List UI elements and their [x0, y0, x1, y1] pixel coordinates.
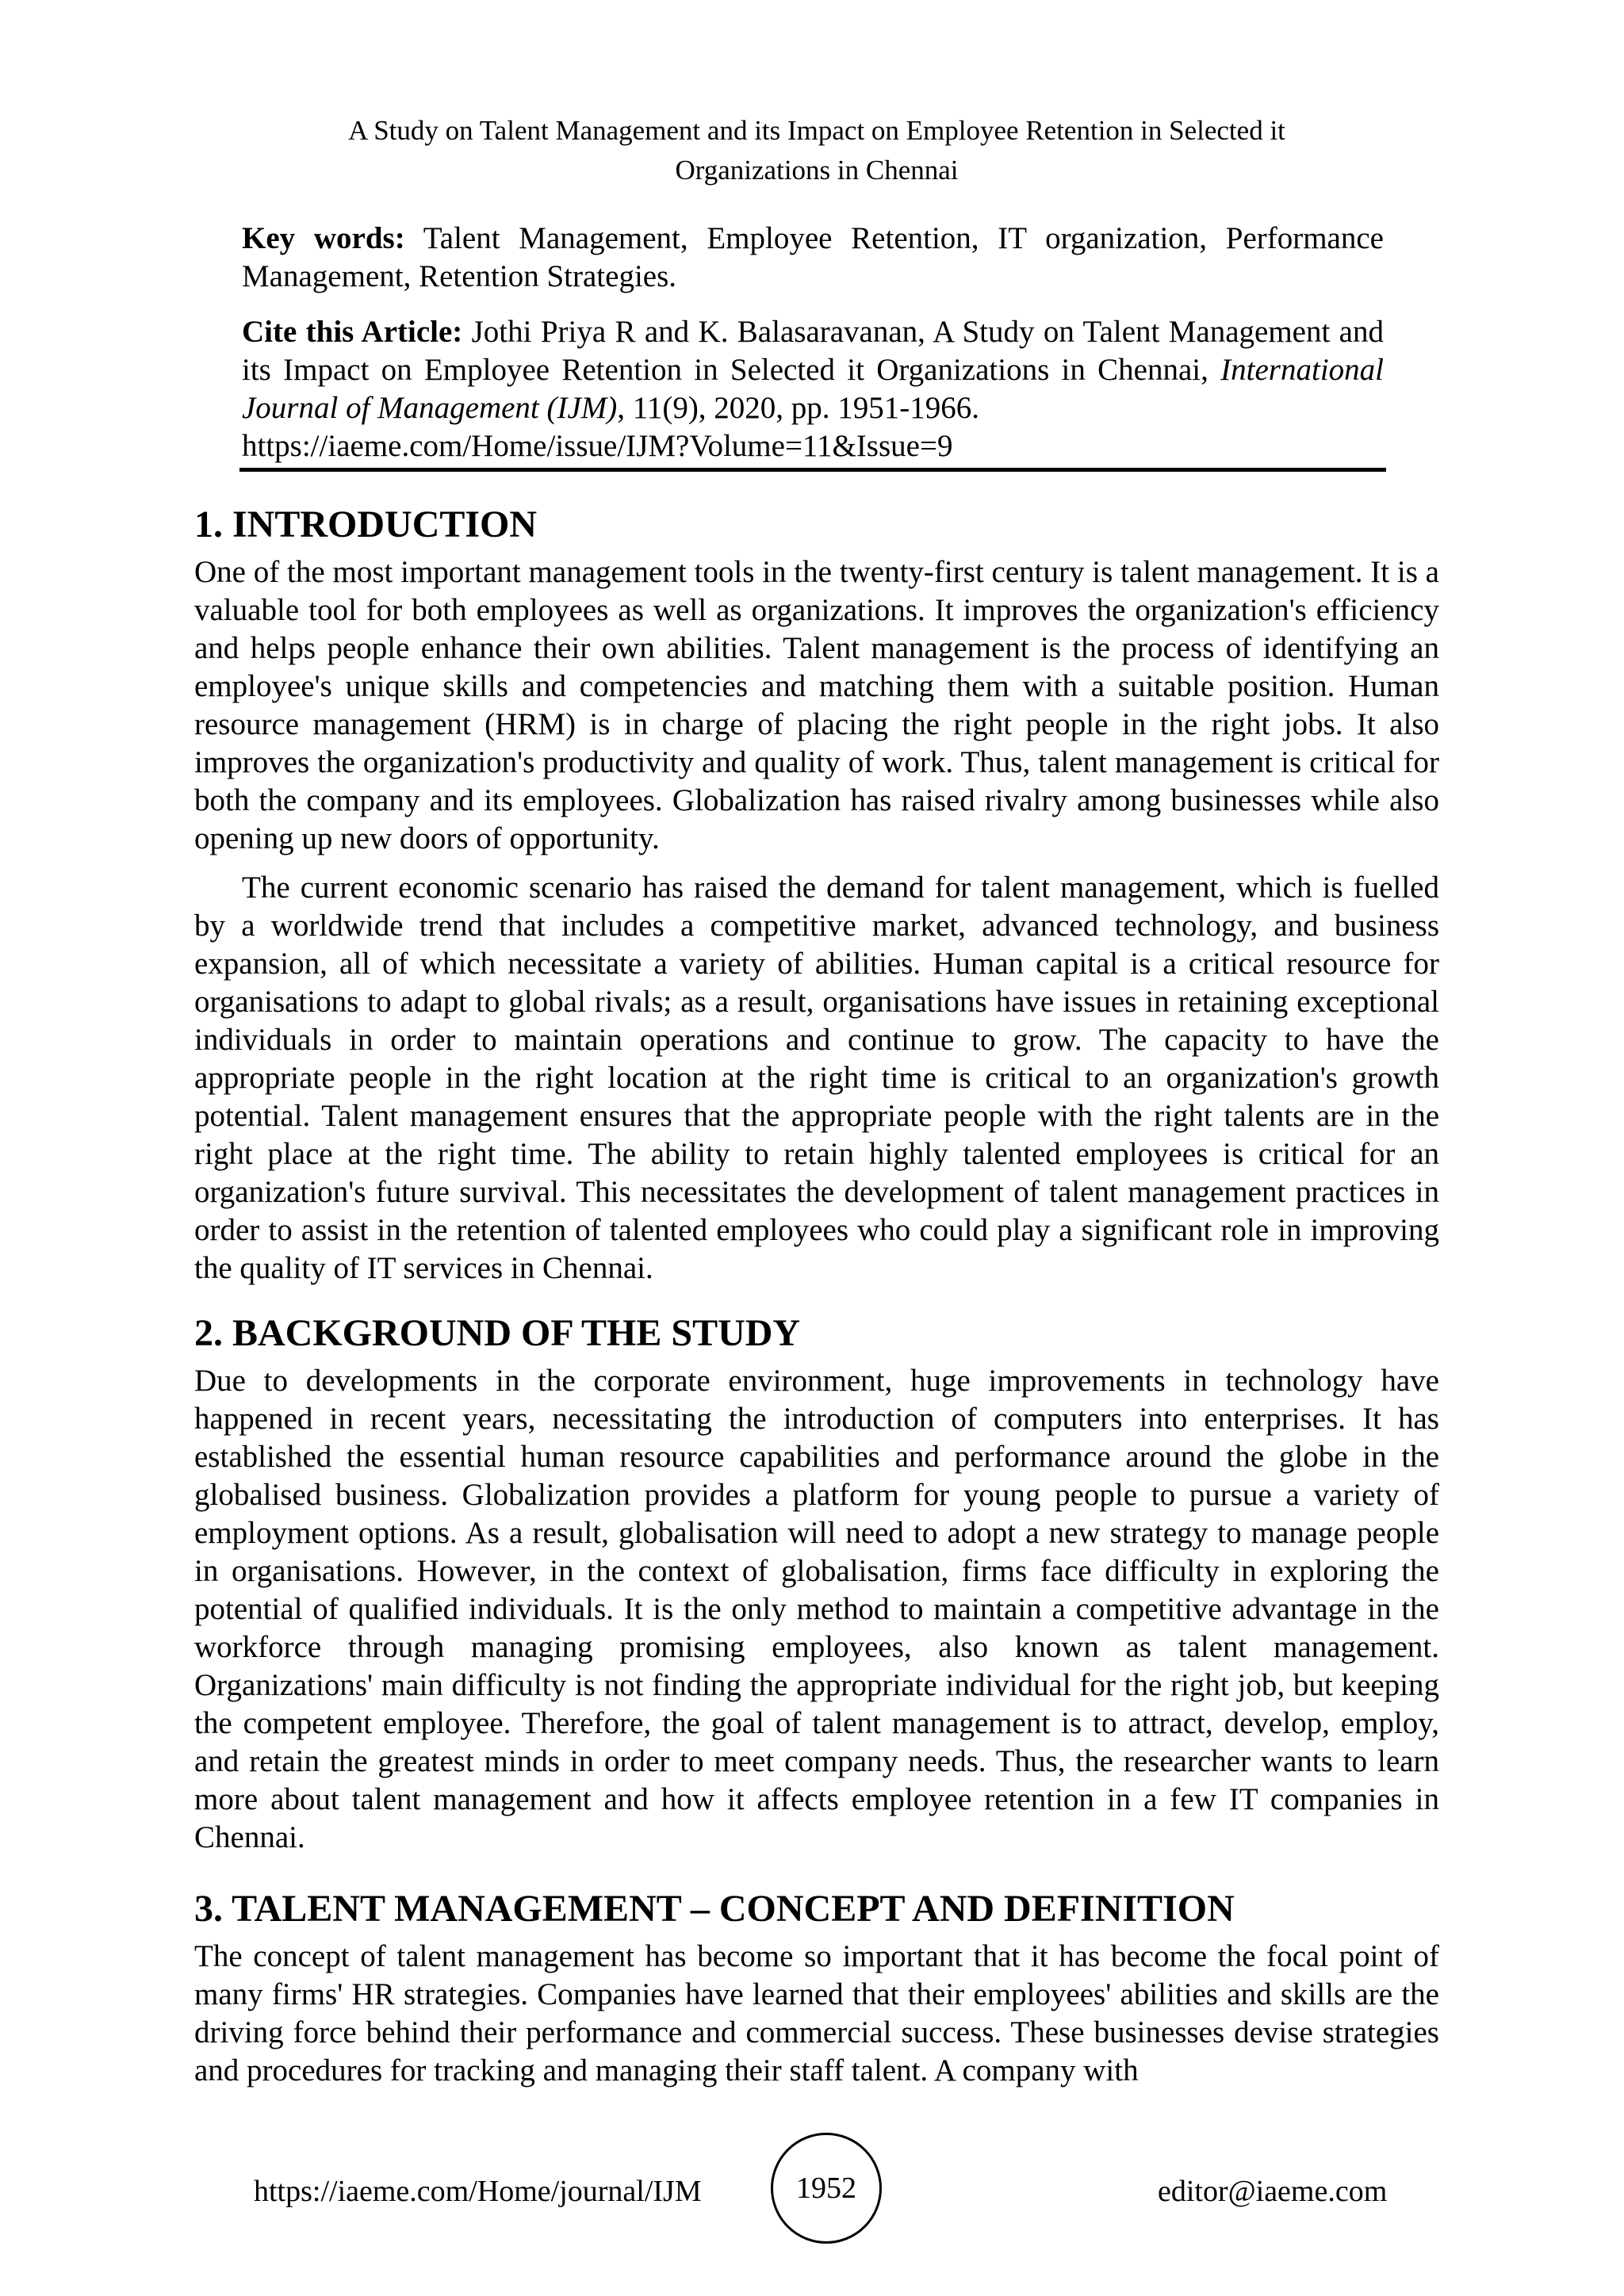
section-heading-introduction: 1. INTRODUCTION — [194, 503, 538, 545]
talent-management-paragraph: The concept of talent management has become so important that it has become the focal point of many firms' HR strategies. Companies have learned that their employees' abilities and skills are the driving force behind their performance and commercial success. These businesses devise strategies and procedures for tracking and managing their staff talent. A company with — [194, 1939, 1439, 2087]
citation-block — [242, 313, 1384, 465]
keywords-label: Key words: — [242, 221, 405, 255]
footer-journal-url[interactable]: https://iaeme.com/Home/journal/IJM — [254, 2175, 702, 2208]
citation-label: Cite this Article: — [242, 315, 463, 349]
keywords-block — [242, 220, 1384, 296]
header-divider — [239, 468, 1386, 472]
section-heading-talent-management: 3. TALENT MANAGEMENT – CONCEPT AND DEFINITION — [194, 1888, 1235, 1930]
footer-email[interactable]: editor@iaeme.com — [1158, 2175, 1388, 2208]
running-title-line-1: A Study on Talent Management and its Impact on Employee Retention in Selected it — [348, 115, 1285, 146]
background-paragraph: Due to developments in the corporate environment, huge improvements in technology have happened in recent years, necessitating the introduction of computers into enterprises. It has established the essential human resource capabilities and performance around the globe in the globalised business. Globalization provides a platform for young people to pursue a variety of employment options. As a result, globalisation will need to adopt a new strategy to manage people in organisations. However, in the context of globalisation, firms face difficulty in exploring the potential of qualified individuals. It is the only method to maintain a competitive advantage in the workforce through managing promising employees, also known as talent management. Organizations' main difficulty is not finding the appropriate individual for the right job, but keeping the competent employee. Therefore, the goal of talent management is to attract, develop, employ, and retain the greatest minds in order to meet company needs. Thus, the researcher wants to learn more about talent management and how it affects employee retention in a few IT companies in Chennai. — [194, 1364, 1439, 1854]
citation-text: Jothi Priya R and K. Balasaravanan, A Study on Talent Management and its Impact on Employee Retention in Selected it Organizations in Chennai, — [242, 315, 1384, 387]
citation-journal: International Journal of Management (IJM) — [242, 353, 1384, 425]
running-title-line-2: Organizations in Chennai — [675, 155, 959, 186]
page-number: 1952 — [771, 2133, 882, 2244]
introduction-paragraph-2: The current economic scenario has raised the demand for talent management, which is fuelled by a worldwide trend that includes a competitive market, advanced technology, and business expansion, all of which necessitate a variety of abilities. Human capital is a critical resource for organisations to adapt to global rivals; as a result, organisations have issues in retaining exceptional individuals in order to maintain operations and continue to grow. The capacity to have the appropriate people in the right location at the right time is critical to an organization's growth potential. Talent management ensures that the appropriate people with the right talents are in the right place at the right time. The ability to retain highly talented employees is critical for an organization's future survival. This necessitates the development of talent management practices in order to assist in the retention of talented employees who could play a significant role in improving the quality of IT services in Chennai. — [194, 871, 1439, 1285]
citation-url[interactable]: https://iaeme.com/Home/issue/IJM?Volume=11&Issue=9 — [242, 429, 953, 463]
citation-volume: , 11(9), 2020, pp. 1951-1966. — [617, 391, 980, 425]
running-header — [301, 111, 1332, 190]
keywords-text: Talent Management, Employee Retention, IT organization, Performance Management, Retention Strategies. — [242, 221, 1384, 293]
introduction-paragraph-1: One of the most important management tools in the twenty-first century is talent management. It is a valuable tool for both employees as well as organizations. It improves the organization's efficiency and helps people enhance their own abilities. Talent management is the process of identifying an employee's unique skills and competencies and matching them with a suitable position. Human resource management (HRM) is in charge of placing the right people in the right jobs. It also improves the organization's productivity and quality of work. Thus, talent management is critical for both the company and its employees. Globalization has raised rivalry among businesses while also opening up new doors of opportunity. — [194, 555, 1439, 855]
section-heading-background: 2. BACKGROUND OF THE STUDY — [194, 1312, 801, 1354]
